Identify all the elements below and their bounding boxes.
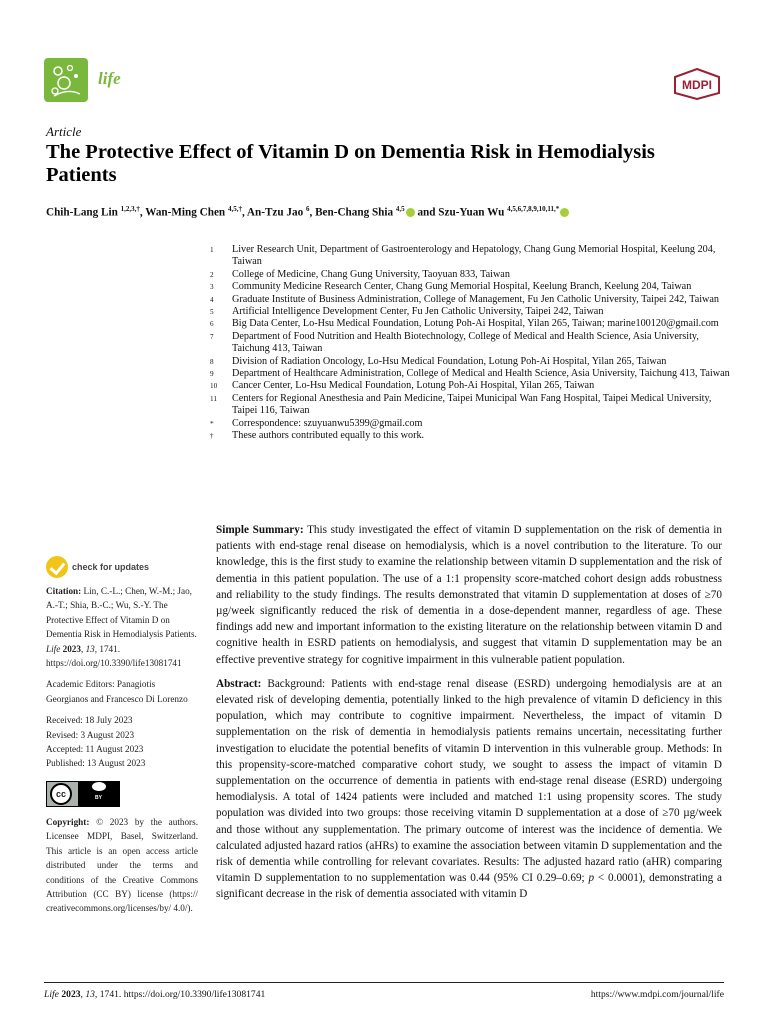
abstract	[216, 676, 722, 903]
affiliation-number: 4	[210, 295, 214, 304]
affiliation-text: Department of Healthcare Administration, College of Medical and Health Science, Asia University, Taichung 413, Taiwan	[232, 368, 730, 380]
revised-date: Revised: 3 August 2023	[46, 729, 135, 740]
affiliation-text: Centers for Regional Anesthesia and Pain Medicine, Taipei Municipal Wan Fang Hospital, Taipei Medical University, Taipei 116, Taiwan	[232, 392, 712, 417]
affiliation-item	[210, 380, 730, 392]
affiliation-item	[210, 306, 730, 318]
affiliation-text: Liver Research Unit, Department of Gastroenterology and Hepatology, Chang Gung Memorial Hospital, Keelung 204, Taiwan	[232, 244, 716, 268]
simple-summary	[216, 522, 722, 668]
article-type: Article	[46, 124, 82, 139]
affiliation-number: *	[210, 419, 214, 428]
check-for-updates-badge[interactable]	[46, 556, 198, 578]
published-date: Published: 13 August 2023	[46, 758, 146, 769]
orcid-icon[interactable]	[560, 208, 569, 217]
affiliation-item	[210, 281, 730, 293]
affiliation-number: 1	[210, 246, 214, 254]
affiliation-text: Community Medicine Research Center, Chang Gung Memorial Hospital, Keelung Branch, Keelung 204, Taiwan	[232, 281, 692, 293]
affiliations-list	[210, 244, 730, 443]
simple-summary-text: This study investigated the effect of vitamin D supplementation on the risk of dementia in patients with end-stage renal disease on hemodialysis, which is a novel contribution to the literature. To our knowledge, this is the first study to examine the relationship between vitamin D supplementation and the risk of dementia in this patient population. The use of a 1:1 propensity score-matched cohort design adds robustness and reliability to the study findings. The results demonstrated that vitamin D supplementation at doses of ≥70 µg/week significantly reduced the risk of dementia in a dose-dependent manner, regardless of age. These findings add new and important information to the existing literature on the relationship between vitamin D and cognitive health in ESRD patients on hemodialysis, and suggest that vitamin D supplementation may be an effective preventive strategy for cognitive impairment in this vulnerable patient population.	[216, 524, 722, 666]
author-list: Chih-Lang Lin $^{1,2,3,\dagger}$, Wan-Ming Chen $^{4,5,\dagger}$, An-Tzu Jao $^6$, Ben-Chang Shia $^{4,5}$ and Szu-Yuan Wu $^{4,5,6,7,8,9,10,11,*}$	[46, 205, 746, 219]
affiliation-item	[210, 393, 730, 418]
affiliation-item	[210, 269, 730, 281]
page-footer	[44, 982, 724, 1000]
life-journal-logo[interactable]	[44, 58, 92, 102]
cc-by-license-badge[interactable]	[46, 781, 120, 807]
article-title: The Protective Effect of Vitamin D on Dementia Risk in Hemodialysis Patients	[46, 141, 655, 186]
simple-summary-label: Simple Summary:	[216, 524, 304, 536]
affiliation-number: 2	[210, 270, 214, 279]
footer-journal-url[interactable]: https://www.mdpi.com/journal/life	[590, 989, 724, 1000]
journal-name: life	[98, 69, 121, 88]
citation-info: Citation: Lin, C.-L.; Chen, W.-M.; Jao, A.-T.; Shia, B.-C.; Wu, S.-Y. The Protective Effect of Vitamin D on Dementia Risk in Hemodialysis Patients. Life 2023, 13, 1741. https://doi.org/10.3390/life13081741	[46, 586, 197, 669]
affiliation-item	[210, 331, 730, 356]
mdpi-logo-text: MDPI	[682, 78, 712, 92]
affiliation-item	[210, 430, 730, 442]
affiliation-item	[210, 244, 730, 269]
checkmark-icon	[46, 556, 68, 578]
affiliation-item	[210, 294, 730, 306]
cc-icon: cc	[50, 783, 72, 805]
affiliation-text: Cancer Center, Lo-Hsu Medical Foundation, Lotung Poh-Ai Hospital, Yilan 265, Taiwan	[232, 380, 595, 392]
affiliation-text: Division of Radiation Oncology, Lo-Hsu Medical Foundation, Lotung Poh-Ai Hospital, Yilan 265, Taiwan	[232, 355, 667, 367]
affiliation-number: 5	[210, 308, 214, 317]
accepted-date: Accepted: 11 August 2023	[46, 744, 144, 755]
copyright-notice: Copyright: © 2023 by the authors. Licensee MDPI, Basel, Switzerland. This article is an open access article distributed under the terms and conditions of the Creative Commons Attribution (CC BY) license (https:// creativecommons.org/licenses/by/ 4.0/).	[46, 816, 198, 914]
abstract-label: Abstract:	[216, 677, 262, 690]
mdpi-logo[interactable]	[672, 68, 722, 100]
affiliation-text: College of Medicine, Chang Gung University, Taoyuan 833, Taiwan	[232, 268, 510, 280]
affiliation-number: 3	[210, 283, 214, 292]
affiliation-number: 10	[210, 382, 218, 391]
orcid-icon[interactable]	[406, 208, 415, 217]
affiliation-item	[210, 356, 730, 368]
footer-citation: Life 2023, 13, 1741. https://doi.org/10.3390/life13081741	[44, 989, 266, 1000]
affiliation-text: Graduate Institute of Business Administration, College of Management, Fu Jen Catholic University, Taipei 242, Taiwan	[232, 293, 720, 305]
affiliation-number: 7	[210, 332, 214, 341]
sidebar	[46, 556, 198, 916]
abstract-text: Background: Patients with end-stage renal disease (ESRD) undergoing hemodialysis are at an elevated risk of developing dementia, potentially linked to the high prevalence of vitamin D deficiency in this population, which may contribute to cognitive impairment. Nevertheless, the impact of vitamin D supplementation on the risk of dementia in hemodialysis patients remains uncertain, necessitating further investigation to elucidate the potential benefits of vitamin D intervention in this vulnerable group. Methods: In this propensity-score-matched comparative cohort study, we sought to assess the impact of vitamin D supplementation on the occurrence of dementia in patients with end-stage renal disease (ESRD) undergoing hemodialysis. A total of 1424 patients were included and matched 1:1 using propensity scores. The study population was divided into two groups: those receiving vitamin D supplementation at a dose of ≥70 µg/week and those without any supplementation. The primary outcome of interest was the incidence of dementia. We calculated adjusted hazard ratios (aHRs) to examine the association between vitamin D supplementation and the risk of dementia while controlling for relevant covariates. Results: The adjusted hazard ratio (aHR) comparing vitamin D supplementation to no supplementation was 0.44 (95% CI 0.29–0.69; p < 0.0001), demonstrating a significant decrease in the risk of dementia associated with vitamin D	[216, 677, 723, 901]
journal-header	[44, 58, 724, 102]
received-date: Received: 18 July 2023	[46, 715, 133, 726]
by-icon: BY	[78, 782, 119, 806]
affiliation-item	[210, 368, 730, 380]
affiliation-number: 6	[210, 320, 214, 329]
affiliation-number: †	[210, 432, 214, 441]
affiliation-text: These authors contributed equally to this work.	[232, 430, 425, 442]
affiliation-number: 9	[210, 370, 214, 379]
affiliation-text: Correspondence: szuyuanwu5399@gmail.com	[232, 417, 423, 429]
affiliation-number: 8	[210, 357, 214, 366]
affiliation-text: Artificial Intelligence Development Center, Fu Jen Catholic University, Taipei 242, Taiwan	[232, 306, 604, 318]
main-content	[216, 522, 722, 911]
affiliation-item	[210, 418, 730, 430]
affiliation-text: Big Data Center, Lo-Hsu Medical Foundation, Lotung Poh-Ai Hospital, Yilan 265, Taiwan; marine100120@gmail.com	[232, 318, 719, 330]
affiliation-number: 11	[210, 394, 217, 403]
affiliation-item	[210, 318, 730, 330]
check-updates-label: check for updates	[72, 561, 150, 572]
academic-editors: Academic Editors: Panagiotis Georgianos and Francesco Di Lorenzo	[46, 679, 188, 704]
affiliation-text: Department of Food Nutrition and Health Biotechnology, College of Medical and Health Science, Asia University, Taichung 413, Taiwan	[232, 330, 699, 355]
